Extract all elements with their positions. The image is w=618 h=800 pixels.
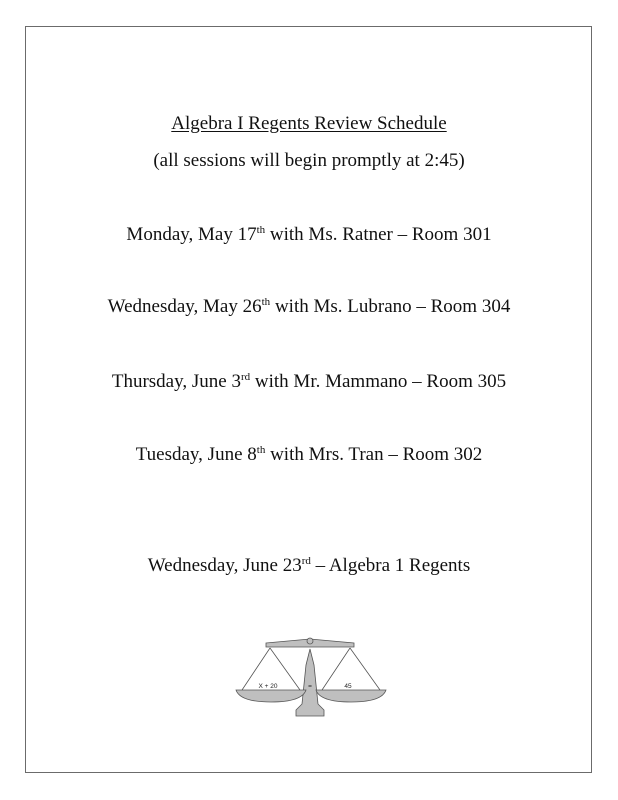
right-pan [316,690,386,702]
session-2-details: with Ms. Lubrano – Room 304 [270,296,511,317]
exam-details: – Algebra 1 Regents [310,555,471,576]
session-3-details: with Mr. Mammano – Room 305 [250,371,507,392]
session-line-1 [0,224,618,246]
exam-suffix: rd [301,555,311,567]
session-2-day: Wednesday, May 26 [107,296,262,317]
session-3-day: Thursday, June 3 [111,371,241,392]
left-pan-label: X + 20 [258,683,278,690]
schedule-subtitle: (all sessions will begin promptly at 2:45) [153,150,465,171]
left-pan [236,690,306,702]
session-1-details: with Ms. Ratner – Room 301 [265,224,492,245]
right-pan-label: 45 [344,683,352,690]
balance-scale-icon [230,632,390,722]
session-1-suffix: th [256,224,266,236]
schedule-title: Algebra I Regents Review Schedule [171,113,447,134]
equals-label: = [308,683,312,690]
exam-line [0,555,618,577]
session-line-2 [0,296,618,318]
right-string-outer [350,648,380,690]
session-2-suffix: th [261,296,271,308]
session-4-day: Tuesday, June 8 [135,444,257,465]
session-4-details: with Mrs. Tran – Room 302 [265,444,483,465]
scale-pivot [307,638,313,644]
session-4-suffix: th [256,444,266,456]
session-3-suffix: rd [240,371,251,383]
session-line-4 [0,444,618,466]
session-1-day: Monday, May 17 [126,224,257,245]
session-line-3 [0,371,618,393]
exam-day: Wednesday, June 23 [147,555,302,576]
